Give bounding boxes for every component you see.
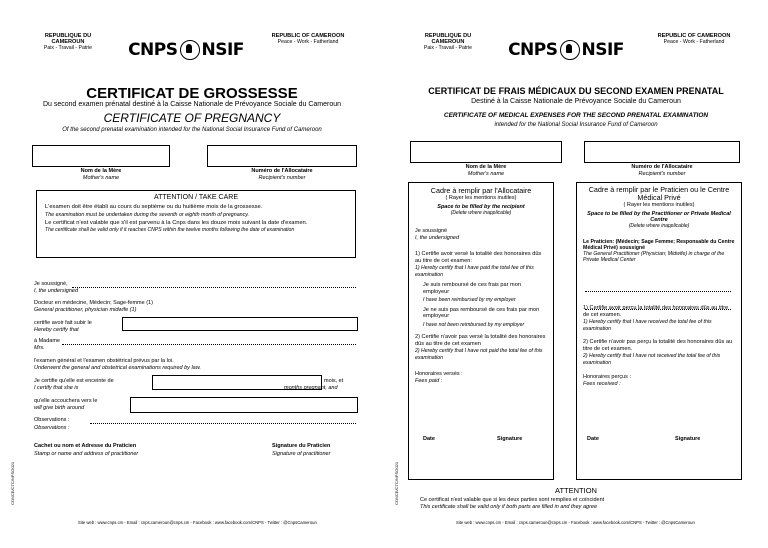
mother-label-en: Mother's name xyxy=(467,171,505,177)
header-en-country: REPUBLIC OF CAMEROON xyxy=(271,33,345,39)
mother-name-field[interactable] xyxy=(32,145,170,167)
attention-item-1-fr: L'examen doit être établi au cours du septième ou du huitième mois de la grossesse. xyxy=(45,204,263,210)
birth-fr: qu'elle accouchera vers le xyxy=(34,398,98,404)
footer-contact: Site web : www.cnps.cm - Email : cnps.cameroun@cnps.cm - Facebook : www.facebook.com/CNPS - Twitter : @CnpsCameroun xyxy=(456,520,695,525)
col1-b2-fr: Je ne suis pas remboursé de ces frais par mon employeur xyxy=(423,306,540,319)
col1-b1-en: I have been reimbursed by my employer xyxy=(423,297,516,303)
recipient-label-en: Recipient's number xyxy=(258,175,306,181)
certify-en: Hereby certify that xyxy=(34,327,79,333)
attention-item-1-en: The examination must be undertaken during the seventh or eighth month of pregnancy. xyxy=(45,211,249,218)
certify-fr: certifie avoir fait subir le xyxy=(34,320,92,326)
col1-p1-fr: 1) Certifie avoir versé la totalité des honoraires dûs au titre de cet examen: xyxy=(415,251,542,264)
practitioner-section-sub: ( Rayer les mentions inutiles) xyxy=(623,202,695,208)
madame-line[interactable] xyxy=(62,344,356,345)
recipient-section xyxy=(408,182,554,480)
header-en-motto: Peace - Work - Fatherland xyxy=(277,39,339,45)
header-en-country: REPUBLIC OF CAMEROON xyxy=(657,33,731,39)
side-code: CONCE/CTC/NPS/2021 xyxy=(10,461,15,505)
col2-p1-fr: 1) Certifie avoir perçu la totalité des honoraires dûs au titre de cet examen. xyxy=(583,305,729,318)
pregnant-en: I certify that she is xyxy=(34,385,79,391)
madame-en: Mrs. xyxy=(34,345,45,351)
header-en xyxy=(654,33,734,45)
col1-fees-fr: Honoraires versés : xyxy=(415,371,463,377)
col2-date: Date xyxy=(587,435,599,442)
col2-fees-en: Fees received : xyxy=(583,380,621,387)
stamp-label-en: Stamp or name and address of practitioner xyxy=(34,451,139,457)
mother-name-field[interactable] xyxy=(410,141,562,163)
recipient-label-en: Recipient's number xyxy=(638,171,686,177)
doctor-fr: Docteur en médecine, Médecin; Sage-femme (1) xyxy=(34,300,153,306)
title-en: CERTIFICATE OF MEDICAL EXPENSES FOR THE SECOND PRENATAL EXAMINATION xyxy=(443,112,709,119)
col2-p2-fr: 2) Certifie n'avoir pas perçu la totalité des honoraires dûs au titre de cet examen. xyxy=(583,339,733,352)
col1-b2-en: I have not been reimbursed by my employer xyxy=(423,321,525,328)
birth-date-field[interactable] xyxy=(130,397,358,413)
header-fr-motto: Paix - Travail - Patrie xyxy=(423,45,473,51)
undersigned-line[interactable] xyxy=(72,287,356,288)
exam-en: Underwent the general and obstetrical examinations required by law. xyxy=(34,365,201,371)
attention-en: This certificate shall be valid only if both parts are filled in and they agree xyxy=(420,504,598,510)
col1-p1-en: 1) Hereby certify that I have paid the total fee of this examination xyxy=(415,265,534,278)
months-fr: mois, et xyxy=(324,378,344,384)
col2-name-line-2[interactable] xyxy=(585,309,731,310)
doctor-en: General practitioner, physician midwife (1) xyxy=(34,307,137,313)
madame-fr: à Madame xyxy=(34,338,60,344)
recipient-section-title: Cadre à remplir par l'Allocataire xyxy=(430,186,532,195)
stamp-label-fr: Cachet ou nom et Adresse du Praticien xyxy=(34,443,137,449)
practitioner-section xyxy=(576,182,742,480)
subtitle-fr: Destiné à la Caisse Nationale de Prévoyance Sociale du Cameroun xyxy=(471,98,681,105)
col1-date: Date xyxy=(423,435,435,442)
recipient-section-en-sub: (Delete where inapplicable) xyxy=(450,210,512,216)
logo-cnps-text: CNPS xyxy=(128,40,178,60)
subtitle-en: intended for the National Social Insurance Fund of Cameroon xyxy=(494,122,658,128)
observations-fr: Observations : xyxy=(34,417,70,423)
logo-cnps-text: CNPS xyxy=(508,40,558,60)
col1-p2-en: 2) Hereby certify that I have not paid the total fee of this examination xyxy=(415,348,543,361)
footer-contact: Site web : www.cnps.cm - Email : cnps.cameroun@cnps.cm - Facebook : www.facebook.com/CNPS - Twitter : @CnpsCameroun xyxy=(78,520,317,525)
col2-intro-en: The General Practitioner (Physician; Midwife) in charge of the Private Medical Center xyxy=(583,251,725,263)
header-fr-motto: Paix - Travail - Patrie xyxy=(43,45,93,51)
attention-fr: Ce certificat n'est valable que si les deux parties sont remplies et coïncident xyxy=(420,497,605,503)
recipient-number-field[interactable] xyxy=(584,141,740,163)
attention-title: ATTENTION / TAKE CARE xyxy=(153,194,238,201)
mother-label-en: Mother's name xyxy=(82,175,120,181)
col1-signature: Signature xyxy=(497,435,523,442)
cnps-emblem-icon xyxy=(560,40,580,60)
recipient-section-sub: ( Rayer les mentions inutiles) xyxy=(445,195,517,201)
col2-intro-fr: Le Praticien: (Médecin; Sage Femme; Responsable du Centre Médical Privé) soussigné xyxy=(583,239,735,251)
cnps-emblem-icon xyxy=(180,40,200,60)
page-title: CERTIFICAT DE GROSSESSE xyxy=(86,85,298,102)
col2-p2-en: 2) Hereby certify that I have not received the total fee of this examination xyxy=(583,353,721,366)
medical-expenses-page xyxy=(384,0,768,548)
mother-label-fr: Nom de la Mère xyxy=(80,168,122,174)
side-code: CONCE/CTC/NPS/2021 xyxy=(394,461,399,505)
col1-undersigned-fr: Je soussigné xyxy=(415,228,448,234)
col2-name-line-1[interactable] xyxy=(585,291,731,292)
practitioner-section-en-sub: (Delete where inapplicable) xyxy=(628,223,690,229)
pregnant-fr: Je certifie qu'elle est enceinte de xyxy=(34,378,114,384)
undersigned-en: I, the undersigned xyxy=(34,288,79,294)
subtitle-en: Of the second prenatal examination intended for the National Social Insurance Fund of Cameroon xyxy=(62,127,322,133)
recipient-number-field[interactable] xyxy=(207,145,357,167)
col1-fees-en: Fees paid : xyxy=(415,377,443,384)
observations-line[interactable] xyxy=(90,423,356,424)
col1-undersigned-en: I, the undersigned xyxy=(415,234,460,241)
signature-label-fr: Signature du Praticien xyxy=(272,443,331,449)
attention-item-2-en: The certificate shall be valid only if it reaches CNPS within the twelve months following the date of examination xyxy=(45,227,295,234)
practitioner-section-en: Space to be filled by the Practitioner or Private Medical Centre xyxy=(587,211,731,223)
practitioner-section-title: Cadre à remplir par le Praticien ou le Centre Médical Privé xyxy=(588,185,730,202)
header-fr-country: REPUBLIQUE DU CAMEROUN xyxy=(44,33,92,45)
header-fr xyxy=(408,33,488,51)
mother-label-fr: Nom de la Mère xyxy=(465,164,507,170)
col1-b1-fr: Je suis remboursé de ces frais par mon employeur xyxy=(423,282,521,295)
attention-title: ATTENTION xyxy=(555,486,597,495)
observations-en: Observations : xyxy=(34,425,70,431)
col2-signature: Signature xyxy=(675,435,701,442)
birth-en: will give birth around xyxy=(34,405,85,411)
months-en: months pregnant, and xyxy=(284,385,338,391)
attention-item-2-fr: Le certificat n'est valable que s'il est parvenu à la Cnps dans les douze mois suivant la date d'examen. xyxy=(45,219,308,226)
header-fr xyxy=(28,33,108,51)
page-title: CERTIFICAT DE FRAIS MÉDICAUX DU SECOND EXAMEN PRENATAL xyxy=(428,86,724,96)
header-fr-country: REPUBLIQUE DU CAMEROUN xyxy=(424,33,472,45)
signature-label-en: Signature of practitioner xyxy=(272,451,331,457)
header-en-motto: Peace - Work - Fatherland xyxy=(663,39,725,45)
recipient-section-en: Space to be filled by the recipient xyxy=(437,204,525,210)
col1-p2-fr: 2) Certifie n'avoir pas versé la totalité des honoraires dûs au titre de cet examen xyxy=(415,334,546,347)
exam-date-field[interactable] xyxy=(122,317,358,331)
undersigned-fr: Je soussigné, xyxy=(34,281,68,287)
exam-fr: l'examen général et l'examen obstétrical prévus par la loi. xyxy=(34,358,174,364)
cnps-nsif-logo xyxy=(506,38,626,62)
recipient-label-fr: Numéro de l'Allocataire xyxy=(631,164,693,170)
col2-fees-fr: Honoraires perçus : xyxy=(583,374,631,380)
attention-box xyxy=(36,190,356,258)
cnps-nsif-logo xyxy=(126,38,246,62)
header-en xyxy=(268,33,348,45)
logo-nsif-text: NSIF xyxy=(201,40,244,60)
col2-p1-en: 1) Hereby certify that I have received the total fee of this examination xyxy=(583,319,712,332)
title-en: CERTIFICATE OF PREGNANCY xyxy=(103,111,281,125)
recipient-label-fr: Numéro de l'Allocataire xyxy=(251,168,313,174)
subtitle-fr: Du second examen prénatal destiné à la Caisse Nationale de Prévoyance Sociale du Cameroun xyxy=(42,101,342,108)
logo-nsif-text: NSIF xyxy=(581,40,624,60)
